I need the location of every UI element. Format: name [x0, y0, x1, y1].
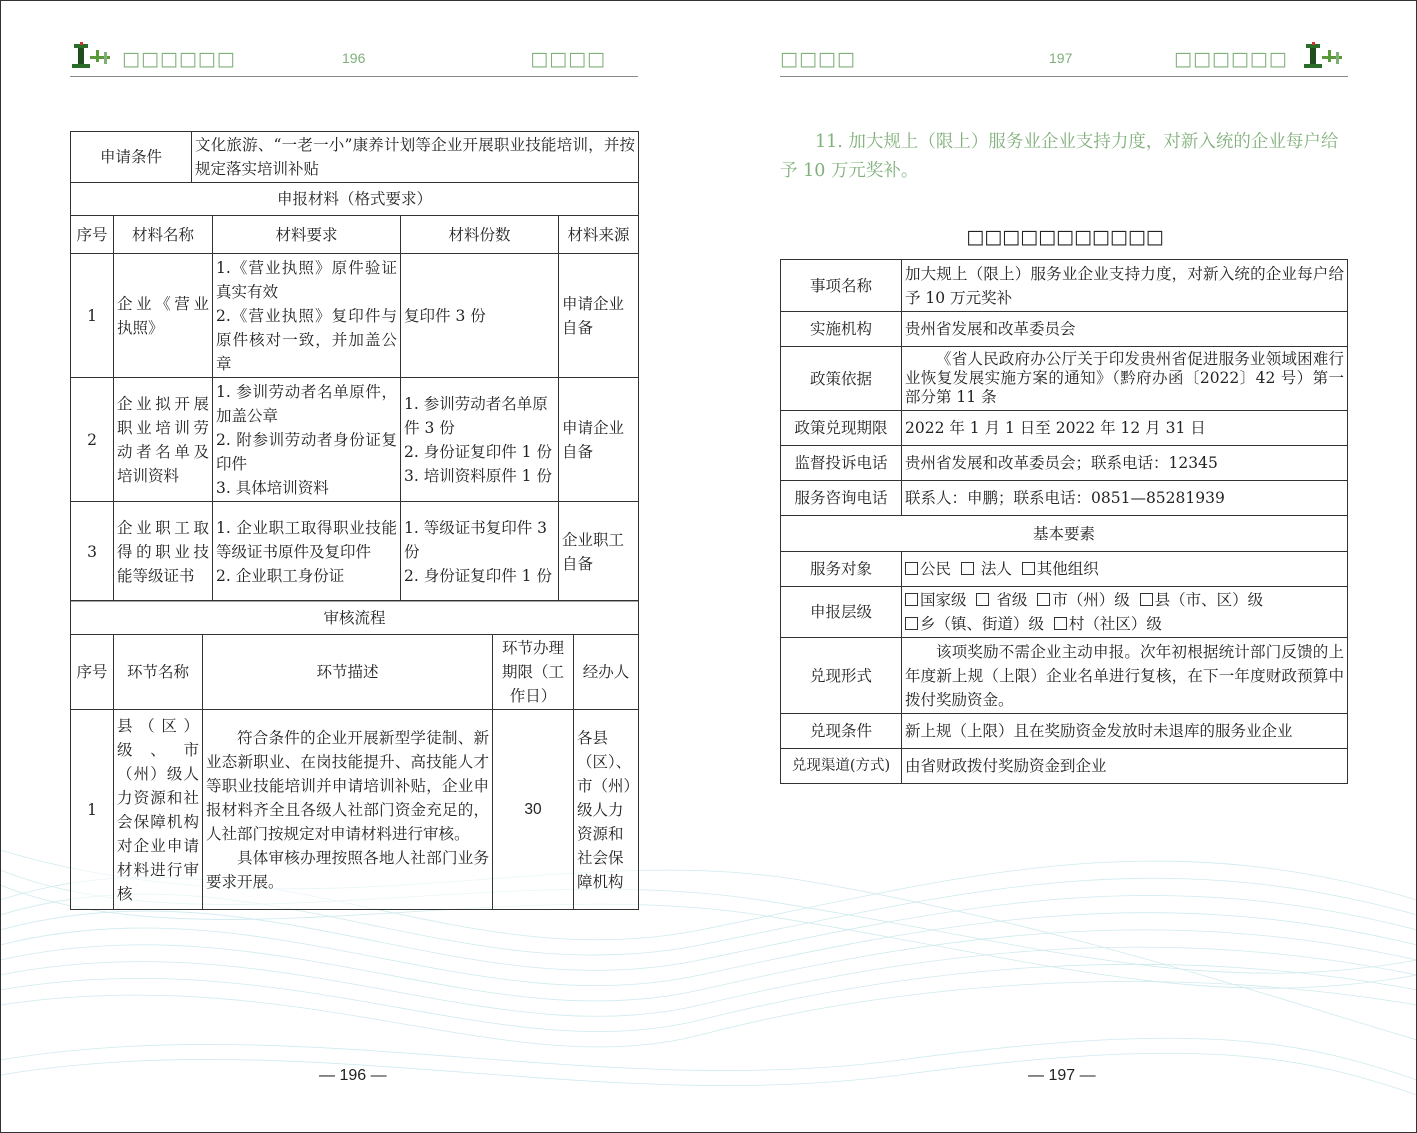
material-count: 1. 参训劳动者名单原件 3 份 2. 身份证复印件 1 份 3. 培训资料原件 1 份 [401, 378, 559, 502]
material-source: 申请企业自备 [559, 378, 639, 502]
checkbox[interactable] [1054, 617, 1067, 630]
right-page-header [780, 38, 1348, 77]
field-label: 兑现形式 [781, 638, 902, 714]
step-description [203, 710, 493, 910]
field-value: 加大规上（限上）服务业企业支持力度，对新入统的企业每户给予 10 万元奖补 [902, 260, 1348, 312]
column-header: 材料要求 [213, 216, 401, 254]
field-value: 贵州省发展和改革委员会；联系电话：12345 [902, 446, 1348, 481]
column-header: 材料份数 [401, 216, 559, 254]
column-header: 序号 [71, 635, 114, 710]
column-header: 材料来源 [559, 216, 639, 254]
material-name: 企业《营业执照》 [114, 254, 213, 378]
field-label: 政策兑现期限 [781, 411, 902, 446]
field-value: 该项奖励不需企业主动申报。次年初根据统计部门反馈的上年度新上规（上限）企业名单进行复核，在下一年度财政预算中拨付奖励资金。 [902, 638, 1348, 714]
option-label: 市（州）级 [1052, 591, 1130, 609]
policy-table [780, 259, 1348, 784]
step-name: 县（区）级、市（州）级人力资源和社会保障机构对企业申请材料进行审核 [114, 710, 203, 910]
column-header: 序号 [71, 216, 114, 254]
right-page [709, 0, 1417, 1133]
field-label: 兑现条件 [781, 714, 902, 749]
left-page-header [70, 38, 638, 77]
materials-table [70, 131, 639, 602]
page-footer: — 197 — [1028, 1067, 1096, 1084]
header-section: □□□□ [780, 48, 856, 70]
field-value: 2022 年 1 月 1 日至 2022 年 12 月 31 日 [902, 411, 1348, 446]
process-heading: 审核流程 [71, 601, 639, 635]
field-label: 兑现渠道(方式) [781, 749, 902, 784]
field-value: 新上规（上限）且在奖励资金发放时未退库的服务业企业 [902, 714, 1348, 749]
field-label: 政策依据 [781, 347, 902, 411]
row-number: 1 [71, 254, 114, 378]
basic-heading: 基本要素 [781, 516, 1348, 552]
logo-icon [1302, 42, 1348, 72]
field-label: 实施机构 [781, 312, 902, 347]
table-row [71, 502, 639, 602]
service-target-options [902, 552, 1348, 587]
logo-icon [70, 42, 116, 72]
step-days: 30 [493, 710, 574, 910]
checkbox[interactable] [1022, 562, 1035, 575]
field-value: 贵州省发展和改革委员会 [902, 312, 1348, 347]
intro-paragraph: 11. 加大规上（限上）服务业企业支持力度，对新入统的企业每户给予 10 万元奖补。 [780, 132, 1339, 181]
process-table [70, 600, 639, 910]
column-header: 材料名称 [114, 216, 213, 254]
table-title: □□□□□□□□□□□ [966, 226, 1164, 248]
checkbox[interactable] [1140, 593, 1153, 606]
option-label: 其他组织 [1036, 560, 1099, 578]
row-number: 1 [71, 710, 114, 910]
material-requirement: 1.《营业执照》原件验证真实有效 2.《营业执照》复印件与原件核对一致，并加盖公章 [213, 254, 401, 378]
option-label: 村（社区）级 [1068, 615, 1162, 633]
table-row [71, 710, 639, 910]
field-label: 事项名称 [781, 260, 902, 312]
option-label: 公民 [920, 560, 952, 578]
step-handler: 各县（区）、市（州）级人力资源和社会保障机构 [574, 710, 639, 910]
field-label: 服务对象 [781, 552, 902, 587]
material-requirement: 1. 企业职工取得职业技能等级证书原件及复印件 2. 企业职工身份证 [213, 502, 401, 602]
field-label: 服务咨询电话 [781, 481, 902, 516]
header-title: □□□□□□ [122, 48, 236, 70]
checkbox[interactable] [905, 562, 918, 575]
material-requirement: 1. 参训劳动者名单原件，加盖公章 2. 附参训劳动者身份证复印件 3. 具体培训资料 [213, 378, 401, 502]
option-label: 法人 [980, 560, 1012, 578]
material-count: 复印件 3 份 [401, 254, 559, 378]
checkbox[interactable] [1037, 593, 1050, 606]
checkbox[interactable] [976, 593, 989, 606]
column-header: 环节办理期限（工作日） [493, 635, 574, 710]
row-number: 2 [71, 378, 114, 502]
header-page-number: 196 [342, 50, 366, 66]
step-description-paragraph: 符合条件的企业开展新型学徒制、新业态新职业、在岗技能提升、高技能人才等职业技能培训并申请培训补贴，企业申报材料齐全且各级人社部门资金充足的，人社部门按规定对申请材料进行审核。 [206, 728, 489, 843]
condition-label: 申请条件 [71, 132, 192, 183]
row-number: 3 [71, 502, 114, 602]
materials-heading: 申报材料（格式要求） [71, 183, 639, 216]
column-header: 环节名称 [114, 635, 203, 710]
checkbox[interactable] [905, 617, 918, 630]
field-value: 由省财政拨付奖励资金到企业 [902, 749, 1348, 784]
material-count: 1. 等级证书复印件 3 份 2. 身份证复印件 1 份 [401, 502, 559, 602]
header-page-number: 197 [1049, 50, 1073, 66]
field-value: 联系人：申鹏；联系电话：0851—85281939 [902, 481, 1348, 516]
step-description-paragraph: 具体审核办理按照各地人社部门业务要求开展。 [206, 848, 489, 891]
material-source: 申请企业自备 [559, 254, 639, 378]
checkbox[interactable] [905, 593, 918, 606]
field-label: 申报层级 [781, 587, 902, 638]
material-name: 企业职工取得的职业技能等级证书 [114, 502, 213, 602]
field-label: 监督投诉电话 [781, 446, 902, 481]
header-section: □□□□ [530, 48, 606, 70]
material-name: 企业拟开展职业培训劳动者名单及培训资料 [114, 378, 213, 502]
header-title: □□□□□□ [1174, 48, 1288, 70]
option-label: 省级 [996, 591, 1028, 609]
level-options [902, 587, 1348, 638]
page-footer: — 196 — [319, 1067, 387, 1084]
table-row [71, 254, 639, 378]
option-label: 乡（镇、街道）级 [920, 615, 1045, 633]
field-value: 《省人民政府办公厅关于印发贵州省促进服务业领域困难行业恢复发展实施方案的通知》（黔府办函〔2022〕42 号）第一部分第 11 条 [902, 347, 1348, 411]
checkbox[interactable] [961, 562, 974, 575]
column-header: 环节描述 [203, 635, 493, 710]
column-header: 经办人 [574, 635, 639, 710]
material-source: 企业职工自备 [559, 502, 639, 602]
condition-text: 文化旅游、“一老一小”康养计划等企业开展职业技能培训，并按规定落实培训补贴 [192, 132, 639, 183]
option-label: 县（市、区）级 [1154, 591, 1264, 609]
table-row [71, 378, 639, 502]
left-page [0, 0, 708, 1133]
option-label: 国家级 [920, 591, 967, 609]
